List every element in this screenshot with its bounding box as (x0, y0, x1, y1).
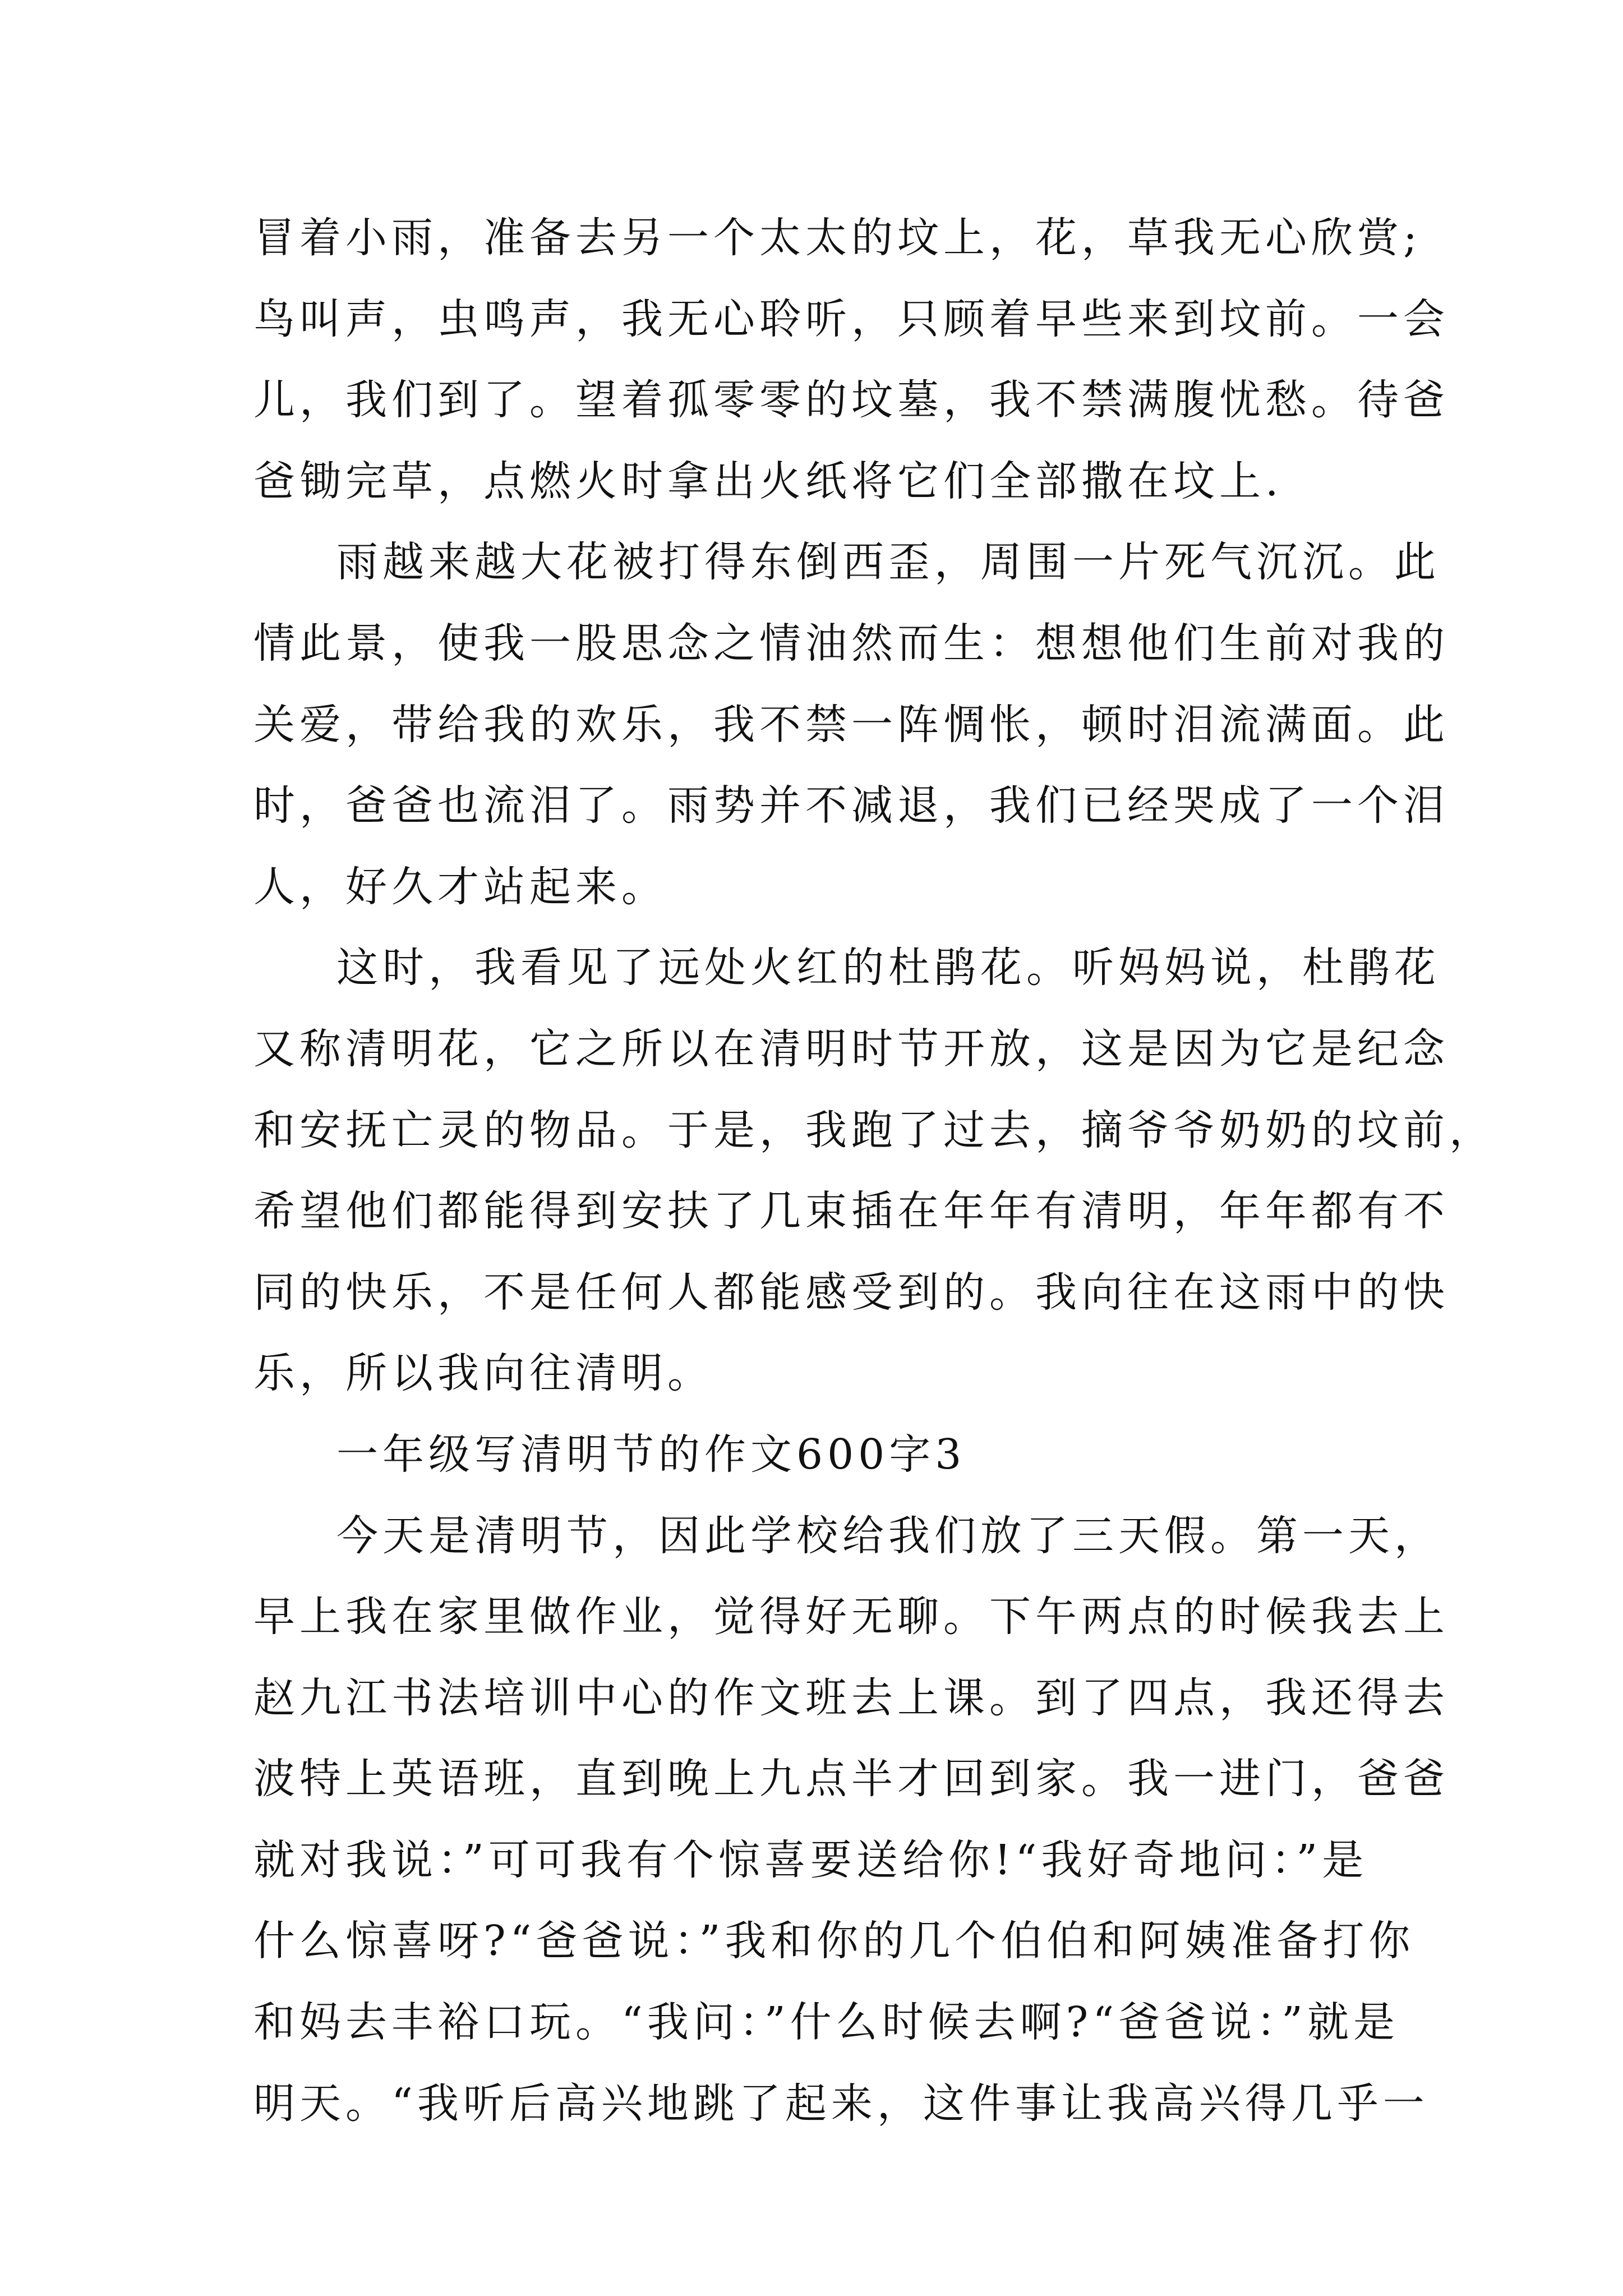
text-line-15: 乐，所以我向往清明。 (253, 1349, 713, 1398)
text-line-21: 就对我说：”可可我有个惊喜要送给你!“我好奇地问：”是 (253, 1835, 1368, 1884)
text-line-2: 鸟叫声，虫鸣声，我无心聆听，只顾着早些来到坟前。一会 (253, 295, 1449, 343)
document-body (253, 197, 1495, 2144)
text-line-5: 雨越来越大花被打得东倒西歪，周围一片死气沉沉。此 (336, 538, 1440, 587)
text-line-4: 爸锄完草，点燃火时拿出火纸将它们全部撒在坟上. (253, 457, 1283, 505)
text-line-9: 人，好久才站起来。 (253, 862, 667, 911)
text-line-17: 今天是清明节，因此学校给我们放了三天假。第一天， (336, 1511, 1440, 1560)
text-line-8: 时，爸爸也流泪了。雨势并不减退，我们已经哭成了一个泪 (253, 781, 1449, 830)
text-line-7: 关爱，带给我的欢乐，我不禁一阵惆怅，顿时泪流满面。此 (253, 700, 1449, 749)
text-line-1: 冒着小雨，准备去另一个太太的坟上，花，草我无心欣赏; (253, 214, 1422, 262)
text-line-11: 又称清明花，它之所以在清明时节开放，这是因为它是纪念 (253, 1024, 1449, 1073)
text-line-10: 这时，我看见了远处火红的杜鹃花。听妈妈说，杜鹃花 (336, 944, 1440, 992)
section-heading: 一年级写清明节的作文600字3 (336, 1430, 966, 1479)
text-line-13: 希望他们都能得到安扶了几束插在年年有清明，年年都有不 (253, 1187, 1449, 1236)
text-line-20: 波特上英语班，直到晚上九点半才回到家。我一进门，爸爸 (253, 1755, 1449, 1803)
text-line-3: 儿，我们到了。望着孤零零的坟墓，我不禁满腹忧愁。待爸 (253, 376, 1449, 425)
text-line-22: 什么惊喜呀?“爸爸说：”我和你的几个伯伯和阿姨准备打你 (253, 1917, 1415, 1966)
text-line-23: 和妈去丰裕口玩。“我问：”什么时候去啊?“爸爸说：”就是 (253, 1998, 1399, 2047)
text-line-19: 赵九江书法培训中心的作文班去上课。到了四点，我还得去 (253, 1673, 1449, 1722)
text-line-12: 和安抚亡灵的物品。于是，我跑了过去，摘爷爷奶奶的坟前， (253, 1106, 1495, 1154)
text-line-24: 明天。“我听后高兴地跳了起来，这件事让我高兴得几乎一 (253, 2079, 1429, 2128)
text-line-6: 情此景，使我一股思念之情油然而生：想想他们生前对我的 (253, 619, 1449, 668)
text-line-18: 早上我在家里做作业，觉得好无聊。下午两点的时候我去上 (253, 1593, 1449, 1641)
text-line-14: 同的快乐，不是任何人都能感受到的。我向往在这雨中的快 (253, 1268, 1449, 1317)
